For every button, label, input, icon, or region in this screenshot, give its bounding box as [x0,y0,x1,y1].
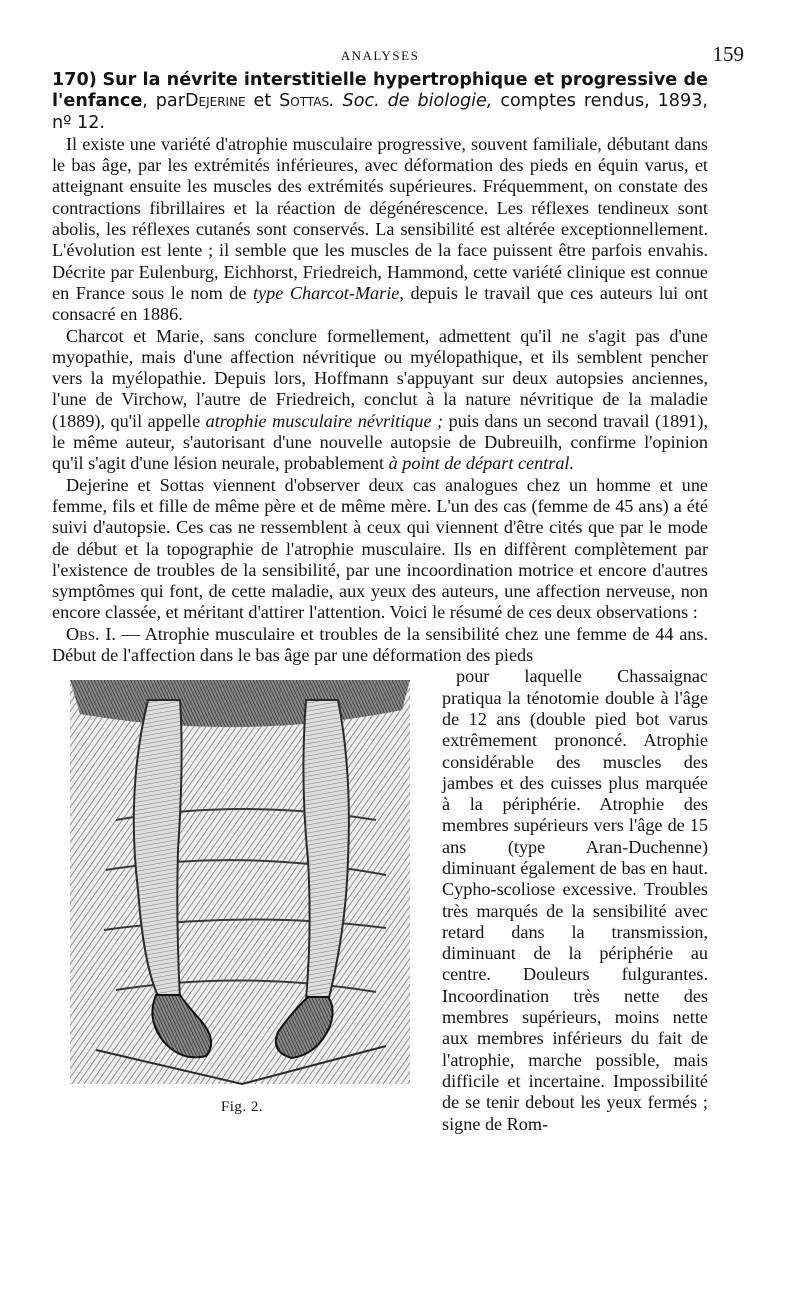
author-dejerine: Dejerine [184,91,246,112]
paragraph-1-text: Il existe une variété d'atrophie musculaire progressive, souvent familiale, débutant dans le bas âge, par les extrémités inférieures, avec déformation des pieds en équin varus, et atteignant ensuite les muscles des extrémités supérieures. Fréquemment, on constate des contractions fibrillaires et la réaction de dégénérescence. Les réflexes tendineux sont abolis, les réflexes cutanés sont conservés. La sensibilité est altérée exceptionnellement. L'évolution est lente ; il semble que les muscles de la face puissent être parfois envahis. Décrite par Eulenburg, Eichhorst, Friedreich, Hammond, cette variété clinique est connue en France sous le nom de [52,133,708,303]
paragraph-4 [52,624,708,667]
figure-2 [56,670,428,1118]
paragraph-2 [52,326,708,475]
figure-illustration [56,670,428,1090]
paragraph-2-mid: puis dans un second travail (1891), le même auteur, s'autorisant d'une nouvelle autopsie de Dubreuilh, confirme l'opinion qu'il s'agit d'une lésion neurale, probablement [52,410,708,474]
page-header [52,42,744,68]
article-body [52,70,708,1135]
paragraph-2-text: Charcot et Marie, sans conclure formellement, admettent qu'il ne s'agit pas d'une myopathie, mais d'une affection névritique ou myélopathique, et ils semblent pencher vers la myélopathie. Depuis lors, Hoffmann s'appuyant sur deux autopsies anciennes, l'une de Virchow, l'autre de Friedreich, conclut à la nature névritique de la maladie (1889), qu'il appelle [52,325,708,431]
byline-par: , par [142,91,185,112]
page-number: 159 [712,42,744,66]
journal-name: . Soc. de biologie, [329,91,493,112]
paragraph-1-italic: type Charcot-Marie [253,282,400,303]
running-head: ANALYSES [340,48,420,63]
paragraph-1 [52,134,708,326]
article-heading [52,70,708,134]
paragraph-3: Dejerine et Sottas viennent d'observer deux cas analogues chez un homme et une femme, fils et fille de même père et de même mère. L'un des cas (femme de 45 ans) a été suivi d'autopsie. Ces cas ne ressemblent à ceux qui viennent d'être cités que par le mode de début et la topographie de l'atrophie musculaire. Ils en diffèrent complètement par l'existence de troubles de la sensibilité, par une incoordination motrice et encore d'autres symptômes qui font, de cette maladie, aux yeux des auteurs, une affection nerveuse, non encore classée, et méritant d'attirer l'attention. Voici le résumé de ces deux observations : [52,474,708,623]
author-sottas: Sottas [279,91,330,112]
citation: comptes rendus, 1893, nº 12. [52,91,708,133]
paragraph-1-end: , depuis le travail que ces auteurs lui ont consacré en 1886. [52,282,708,325]
article-number: 170) [52,70,97,90]
paragraph-2-italic-1: atrophie musculaire névritique ; [205,410,444,431]
obs-label: Obs. I. [66,623,116,644]
paragraph-4-start: — Atrophie musculaire et troubles de la sensibilité chez une femme de 44 ans. Début de l'affection dans le bas âge par une déformation des pieds [52,623,708,666]
paragraph-4-wrapped: pour laquelle Chassaignac pratiqua la ténotomie double à l'âge de 12 ans (double pied bot varus extrêmement prononcé. Atrophie considérable des muscles des jambes et des cuisses plus marquée à la périphérie. Atrophie des membres supérieurs vers l'âge de 15 ans (type Aran-Duchenne) diminuant également de bas en haut. Cypho-scoliose excessive. Troubles très marqués de la sensibilité avec retard dans la transmission, diminuant de la périphérie au centre. Douleurs fulgurantes. Incoordination très nette des membres supérieurs, moins nette aux membres inférieurs du fait de l'atrophie, marche possible, mais difficile et incertaine. Impossibilité de se tenir debout les yeux fermés ; signe de Rom- [442,666,708,1134]
byline-et: et [245,91,280,112]
figure-caption: Fig. 2. [220,1099,264,1116]
background-drapery [70,680,410,1084]
article-title: Sur la névrite interstitielle hypertrophique et progressive de l'enfance [52,70,708,112]
paragraph-2-italic-2: à point de départ central. [388,453,575,474]
